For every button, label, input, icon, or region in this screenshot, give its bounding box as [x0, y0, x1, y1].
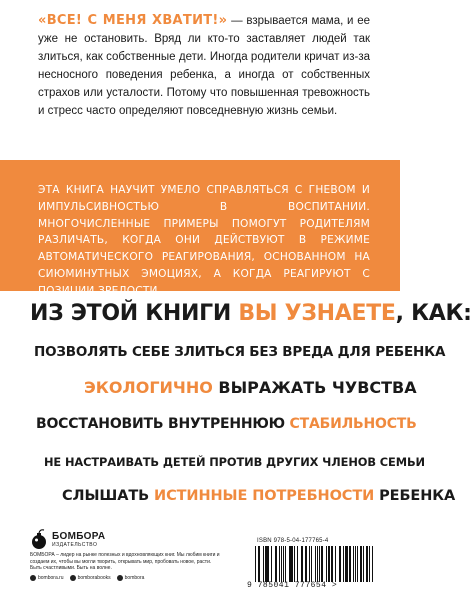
- barcode-bar: [309, 546, 310, 582]
- benefit-5-text: СЛЫШАТЬ: [62, 488, 155, 504]
- barcode-bar: [326, 546, 327, 582]
- barcode-bar: [306, 546, 307, 582]
- benefit-5-highlight: ИСТИННЫЕ ПОТРЕБНОСТИ: [154, 488, 375, 504]
- barcode-bar: [366, 546, 367, 582]
- barcode-bar: [276, 546, 277, 582]
- barcode-bar: [302, 546, 303, 582]
- benefit-4-text: НЕ НАСТРАИВАТЬ ДЕТЕЙ ПРОТИВ ДРУГИХ ЧЛЕНОВ СЕМЬИ: [44, 455, 425, 469]
- benefit-2-tail: ВЫРАЖАТЬ ЧУВСТВА: [212, 378, 417, 397]
- benefit-3-highlight: СТАБИЛЬНОСТЬ: [289, 416, 417, 432]
- barcode-bar: [317, 546, 318, 582]
- barcode-bar: [297, 546, 298, 582]
- social-link-site[interactable]: [30, 575, 64, 581]
- globe-icon: [30, 575, 36, 581]
- barcode-bar: [343, 546, 344, 582]
- social-link-books[interactable]: [70, 575, 111, 581]
- bomb-icon: [30, 528, 48, 550]
- barcode-bar: [372, 546, 373, 582]
- isbn-label: ISBN 978-5-04-177765-4: [257, 538, 329, 544]
- social-site-label: bombora.ru: [38, 575, 64, 581]
- barcode-bars: [255, 546, 373, 582]
- barcode-bar: [285, 546, 286, 582]
- benefit-item-1: [34, 344, 445, 360]
- benefit-item-5: [62, 488, 455, 504]
- barcode-bar: [311, 546, 312, 582]
- barcode-bar: [292, 546, 293, 582]
- barcode-bar: [283, 546, 284, 582]
- barcode-bar: [355, 546, 356, 582]
- benefit-item-3: [36, 416, 417, 432]
- benefit-item-4: [44, 455, 425, 469]
- description-text: ЭТА КНИГА НАУЧИТ УМЕЛО СПРАВЛЯТЬСЯ С ГНЕВОМ И ИМПУЛЬСИВНОСТЬЮ В ВОСПИТАНИИ. МНОГОЧИСЛЕННЫЕ ПРИМЕРЫ ПОМОГУТ РОДИТЕЛЯМ РАЗЛИЧАТЬ, КОГДА ОНИ ДЕЙСТВУЮТ В РЕЖИМЕ АВТОМАТИЧЕСКОГО РЕАГИРОВАНИЯ, ОСНОВАННОМ НА СИЮМИНУТНЫХ ЭМОЦИЯХ, А КОГДА РЕАГИРУЮТ С ПОЗИЦИИ ЗРЕЛОСТИ.: [38, 184, 370, 297]
- social-icon: [117, 575, 123, 581]
- barcode-bar: [328, 546, 329, 582]
- barcode-bar: [271, 546, 272, 582]
- publisher-tagline: БОМБОРА – лидер на рынке полезных и вдохновляющих книг. Мы любим книги и создаем их, чтобы вы могли творить, открывать мир, пробовать новое, расти. Быть счастливыми. Быть на волне.: [30, 552, 220, 572]
- social-books-label: bomborabooks: [77, 575, 111, 581]
- social-bombora-label: bombora: [124, 575, 145, 581]
- social-link-bombora[interactable]: [117, 575, 145, 581]
- barcode-bar: [255, 546, 256, 582]
- barcode-bar: [263, 546, 264, 582]
- benefit-3-text: ВОССТАНОВИТЬ ВНУТРЕННЮЮ: [36, 416, 290, 432]
- barcode-digits: 9 785041 777654 >: [247, 581, 338, 590]
- publisher-logo: [30, 528, 105, 550]
- benefit-1-text: ПОЗВОЛЯТЬ СЕБЕ ЗЛИТЬСЯ БЕЗ ВРЕДА ДЛЯ РЕБЕНКА: [34, 344, 446, 360]
- barcode-bar: [268, 546, 269, 582]
- barcode-bar: [363, 546, 364, 582]
- benefit-item-2: [84, 378, 417, 397]
- description-box: [0, 160, 400, 297]
- barcode-bar: [322, 546, 323, 582]
- intro-quote: «ВСЕ! С МЕНЯ ХВАТИТ!»: [38, 13, 228, 28]
- barcode: [247, 546, 377, 590]
- barcode-bar: [335, 546, 336, 582]
- barcode-bar: [369, 546, 370, 582]
- intro-paragraph: [38, 12, 370, 120]
- barcode-bar: [332, 546, 333, 582]
- benefit-2-highlight: ЭКОЛОГИЧНО: [84, 378, 213, 397]
- barcode-bar: [347, 546, 348, 582]
- headline-part-1: ИЗ ЭТОЙ КНИГИ: [30, 301, 239, 326]
- intro-text: — взрывается мама, и ее уже не остановить. Вряд ли кто-то заставляет людей так злиться, как собственные дети. Иногда родители кричат из-за несносного поведения ребенка, а иногда от собственных страхов или усталости. Потому что повышенная тревожность и стресс часто определяют повседневную жизнь семьи.: [38, 15, 370, 117]
- benefits-headline: [30, 301, 472, 326]
- barcode-bar: [259, 546, 260, 582]
- barcode-bar: [294, 546, 295, 582]
- social-icon: [70, 575, 76, 581]
- social-links: [30, 575, 144, 581]
- publisher-name: БОМБОРА: [52, 530, 106, 542]
- barcode-bar: [357, 546, 358, 582]
- barcode-bar: [279, 546, 280, 582]
- barcode-bar: [340, 546, 341, 582]
- headline-part-3: , КАК:: [395, 301, 472, 326]
- headline-highlight: ВЫ УЗНАЕТЕ: [238, 301, 396, 326]
- publisher-sub: ИЗДАТЕЛЬСТВО: [52, 541, 98, 548]
- barcode-bar: [349, 546, 350, 582]
- benefit-5-tail: РЕБЕНКА: [374, 488, 456, 504]
